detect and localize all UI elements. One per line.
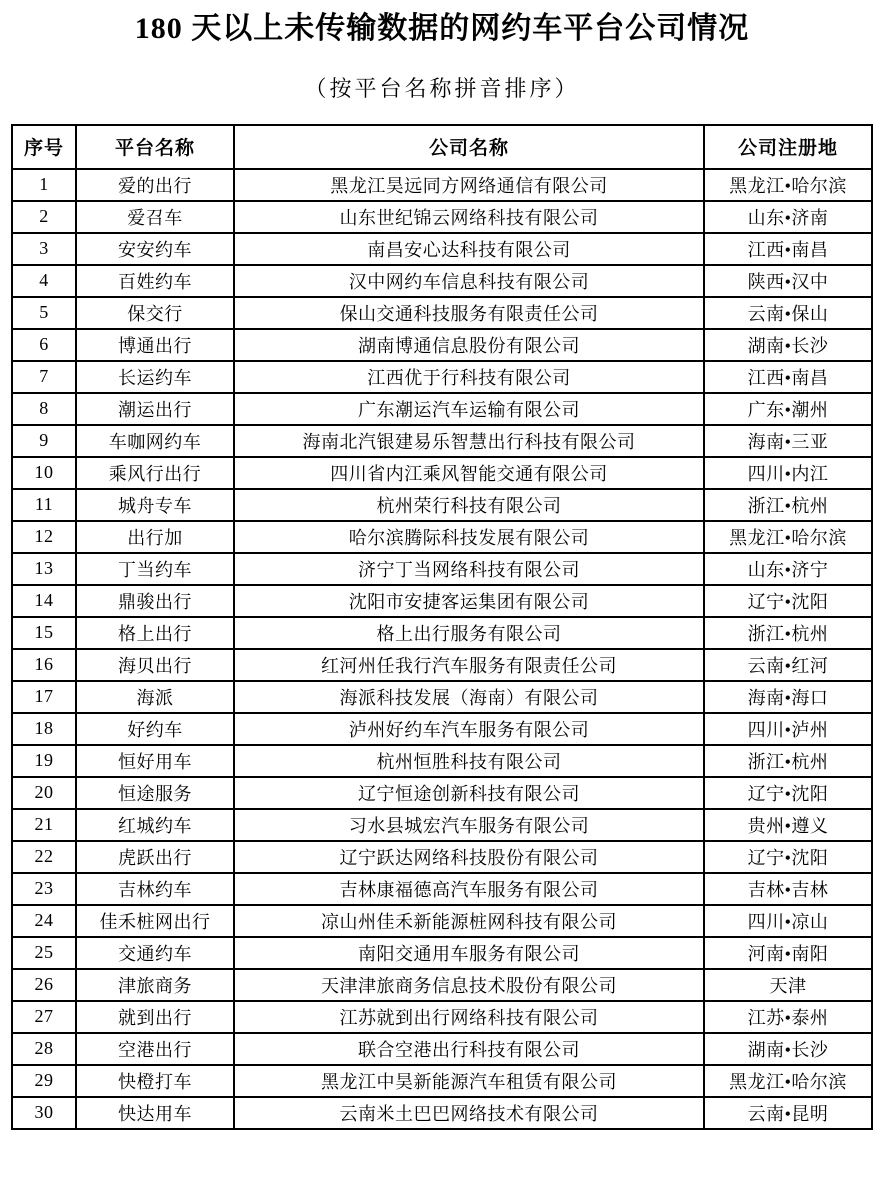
platform-name-cell: 就到出行 (76, 1001, 234, 1033)
company-name-cell: 黑龙江中昊新能源汽车租赁有限公司 (234, 1065, 704, 1097)
table-row (12, 425, 872, 457)
table-row (12, 521, 872, 553)
platform-name-cell: 交通约车 (76, 937, 234, 969)
row-index-cell: 9 (12, 425, 76, 457)
table-row (12, 393, 872, 425)
registration-place-cell: 湖南•长沙 (704, 1033, 872, 1065)
registration-place-cell: 江西•南昌 (704, 361, 872, 393)
row-index-cell: 27 (12, 1001, 76, 1033)
header-platform-name: 平台名称 (76, 125, 234, 169)
row-index-cell: 4 (12, 265, 76, 297)
company-name-cell: 泸州好约车汽车服务有限公司 (234, 713, 704, 745)
company-name-cell: 四川省内江乘风智能交通有限公司 (234, 457, 704, 489)
platform-name-cell: 格上出行 (76, 617, 234, 649)
table-row (12, 873, 872, 905)
company-name-cell: 联合空港出行科技有限公司 (234, 1033, 704, 1065)
company-name-cell: 吉林康福德高汽车服务有限公司 (234, 873, 704, 905)
table-row (12, 1033, 872, 1065)
platform-name-cell: 城舟专车 (76, 489, 234, 521)
registration-place-cell: 贵州•遵义 (704, 809, 872, 841)
platform-name-cell: 吉林约车 (76, 873, 234, 905)
row-index-cell: 5 (12, 297, 76, 329)
company-name-cell: 杭州荣行科技有限公司 (234, 489, 704, 521)
registration-place-cell: 河南•南阳 (704, 937, 872, 969)
table-row (12, 777, 872, 809)
platform-name-cell: 乘风行出行 (76, 457, 234, 489)
company-name-cell: 南昌安心达科技有限公司 (234, 233, 704, 265)
platform-table (11, 124, 873, 1130)
table-row (12, 1097, 872, 1129)
platform-name-cell: 快达用车 (76, 1097, 234, 1129)
table-head (12, 125, 872, 169)
table-row (12, 713, 872, 745)
registration-place-cell: 四川•内江 (704, 457, 872, 489)
company-name-cell: 哈尔滨腾际科技发展有限公司 (234, 521, 704, 553)
company-name-cell: 辽宁恒途创新科技有限公司 (234, 777, 704, 809)
registration-place-cell: 天津 (704, 969, 872, 1001)
company-name-cell: 济宁丁当网络科技有限公司 (234, 553, 704, 585)
platform-name-cell: 虎跃出行 (76, 841, 234, 873)
registration-place-cell: 辽宁•沈阳 (704, 585, 872, 617)
row-index-cell: 14 (12, 585, 76, 617)
header-company-name: 公司名称 (234, 125, 704, 169)
platform-name-cell: 佳禾桩网出行 (76, 905, 234, 937)
registration-place-cell: 江西•南昌 (704, 233, 872, 265)
row-index-cell: 19 (12, 745, 76, 777)
registration-place-cell: 山东•济宁 (704, 553, 872, 585)
platform-name-cell: 长运约车 (76, 361, 234, 393)
registration-place-cell: 浙江•杭州 (704, 617, 872, 649)
platform-name-cell: 车咖网约车 (76, 425, 234, 457)
row-index-cell: 16 (12, 649, 76, 681)
row-index-cell: 18 (12, 713, 76, 745)
table-body (12, 169, 872, 1129)
company-name-cell: 沈阳市安捷客运集团有限公司 (234, 585, 704, 617)
platform-name-cell: 恒好用车 (76, 745, 234, 777)
table-row (12, 809, 872, 841)
registration-place-cell: 云南•保山 (704, 297, 872, 329)
table-row (12, 361, 872, 393)
registration-place-cell: 辽宁•沈阳 (704, 841, 872, 873)
registration-place-cell: 江苏•泰州 (704, 1001, 872, 1033)
row-index-cell: 6 (12, 329, 76, 361)
company-name-cell: 江西优于行科技有限公司 (234, 361, 704, 393)
platform-name-cell: 博通出行 (76, 329, 234, 361)
table-row (12, 585, 872, 617)
table-row (12, 457, 872, 489)
table-row (12, 841, 872, 873)
table-row (12, 681, 872, 713)
table-row (12, 1001, 872, 1033)
platform-name-cell: 出行加 (76, 521, 234, 553)
platform-name-cell: 津旅商务 (76, 969, 234, 1001)
company-name-cell: 湖南博通信息股份有限公司 (234, 329, 704, 361)
row-index-cell: 25 (12, 937, 76, 969)
registration-place-cell: 吉林•吉林 (704, 873, 872, 905)
platform-name-cell: 丁当约车 (76, 553, 234, 585)
platform-name-cell: 海派 (76, 681, 234, 713)
row-index-cell: 11 (12, 489, 76, 521)
page-subtitle: （按平台名称拼音排序） (304, 75, 580, 101)
company-name-cell: 山东世纪锦云网络科技有限公司 (234, 201, 704, 233)
platform-name-cell: 鼎骏出行 (76, 585, 234, 617)
table-row (12, 905, 872, 937)
registration-place-cell: 山东•济南 (704, 201, 872, 233)
row-index-cell: 3 (12, 233, 76, 265)
row-index-cell: 22 (12, 841, 76, 873)
platform-name-cell: 空港出行 (76, 1033, 234, 1065)
table-row (12, 745, 872, 777)
registration-place-cell: 浙江•杭州 (704, 745, 872, 777)
registration-place-cell: 云南•红河 (704, 649, 872, 681)
company-name-cell: 黑龙江昊远同方网络通信有限公司 (234, 169, 704, 201)
registration-place-cell: 黑龙江•哈尔滨 (704, 169, 872, 201)
platform-name-cell: 快橙打车 (76, 1065, 234, 1097)
row-index-cell: 2 (12, 201, 76, 233)
registration-place-cell: 黑龙江•哈尔滨 (704, 1065, 872, 1097)
table-row (12, 233, 872, 265)
row-index-cell: 7 (12, 361, 76, 393)
company-name-cell: 凉山州佳禾新能源桩网科技有限公司 (234, 905, 704, 937)
platform-name-cell: 海贝出行 (76, 649, 234, 681)
row-index-cell: 28 (12, 1033, 76, 1065)
company-name-cell: 天津津旅商务信息技术股份有限公司 (234, 969, 704, 1001)
row-index-cell: 26 (12, 969, 76, 1001)
row-index-cell: 20 (12, 777, 76, 809)
table-row (12, 169, 872, 201)
platform-name-cell: 恒途服务 (76, 777, 234, 809)
registration-place-cell: 湖南•长沙 (704, 329, 872, 361)
registration-place-cell: 浙江•杭州 (704, 489, 872, 521)
company-name-cell: 杭州恒胜科技有限公司 (234, 745, 704, 777)
row-index-cell: 24 (12, 905, 76, 937)
table-row (12, 329, 872, 361)
row-index-cell: 21 (12, 809, 76, 841)
company-name-cell: 红河州任我行汽车服务有限责任公司 (234, 649, 704, 681)
platform-name-cell: 好约车 (76, 713, 234, 745)
table-row (12, 937, 872, 969)
company-name-cell: 广东潮运汽车运输有限公司 (234, 393, 704, 425)
registration-place-cell: 四川•泸州 (704, 713, 872, 745)
row-index-cell: 10 (12, 457, 76, 489)
page-title: 180 天以上未传输数据的网约车平台公司情况 (134, 12, 750, 45)
registration-place-cell: 陕西•汉中 (704, 265, 872, 297)
platform-name-cell: 保交行 (76, 297, 234, 329)
registration-place-cell: 云南•昆明 (704, 1097, 872, 1129)
registration-place-cell: 辽宁•沈阳 (704, 777, 872, 809)
company-name-cell: 海南北汽银建易乐智慧出行科技有限公司 (234, 425, 704, 457)
registration-place-cell: 四川•凉山 (704, 905, 872, 937)
platform-name-cell: 百姓约车 (76, 265, 234, 297)
header-index: 序号 (12, 125, 76, 169)
table-row (12, 649, 872, 681)
company-name-cell: 保山交通科技服务有限责任公司 (234, 297, 704, 329)
company-name-cell: 习水县城宏汽车服务有限公司 (234, 809, 704, 841)
platform-name-cell: 爱的出行 (76, 169, 234, 201)
platform-name-cell: 安安约车 (76, 233, 234, 265)
table-row (12, 1065, 872, 1097)
row-index-cell: 1 (12, 169, 76, 201)
table-row (12, 969, 872, 1001)
company-name-cell: 辽宁跃达网络科技股份有限公司 (234, 841, 704, 873)
row-index-cell: 12 (12, 521, 76, 553)
registration-place-cell: 海南•三亚 (704, 425, 872, 457)
registration-place-cell: 黑龙江•哈尔滨 (704, 521, 872, 553)
table-row (12, 553, 872, 585)
registration-place-cell: 海南•海口 (704, 681, 872, 713)
row-index-cell: 29 (12, 1065, 76, 1097)
company-name-cell: 云南米土巴巴网络技术有限公司 (234, 1097, 704, 1129)
table-row (12, 201, 872, 233)
platform-name-cell: 红城约车 (76, 809, 234, 841)
table-row (12, 297, 872, 329)
registration-place-cell: 广东•潮州 (704, 393, 872, 425)
company-name-cell: 格上出行服务有限公司 (234, 617, 704, 649)
row-index-cell: 15 (12, 617, 76, 649)
table-row (12, 265, 872, 297)
table-row (12, 489, 872, 521)
company-name-cell: 海派科技发展（海南）有限公司 (234, 681, 704, 713)
company-name-cell: 南阳交通用车服务有限公司 (234, 937, 704, 969)
table-header-row (12, 125, 872, 169)
platform-name-cell: 潮运出行 (76, 393, 234, 425)
row-index-cell: 17 (12, 681, 76, 713)
platform-name-cell: 爱召车 (76, 201, 234, 233)
row-index-cell: 13 (12, 553, 76, 585)
row-index-cell: 8 (12, 393, 76, 425)
row-index-cell: 23 (12, 873, 76, 905)
company-name-cell: 汉中网约车信息科技有限公司 (234, 265, 704, 297)
table-row (12, 617, 872, 649)
company-name-cell: 江苏就到出行网络科技有限公司 (234, 1001, 704, 1033)
row-index-cell: 30 (12, 1097, 76, 1129)
header-registration-place: 公司注册地 (704, 125, 872, 169)
